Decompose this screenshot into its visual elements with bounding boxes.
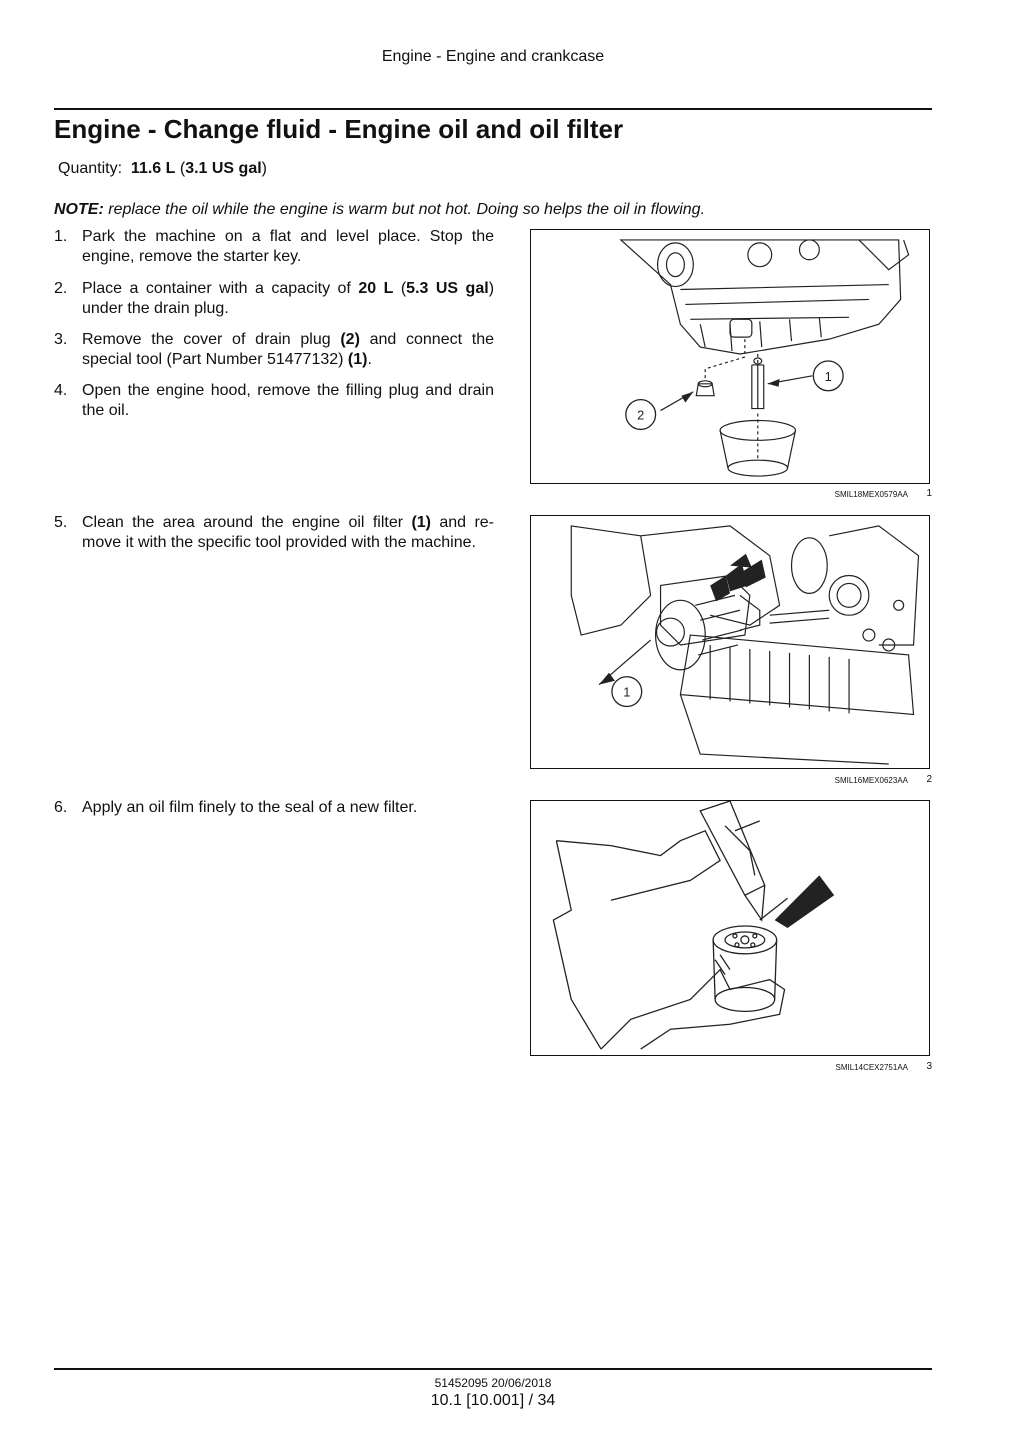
- step-number: 6.: [54, 799, 68, 816]
- figure-number: 2: [926, 774, 932, 785]
- step-ref: (1): [347, 351, 368, 368]
- figure-3-illustration: [531, 801, 929, 1055]
- step-text-part: and connect the special tool (Part Number 51477132): [82, 331, 494, 368]
- step-number: 2.: [54, 280, 68, 297]
- step-text: Place a container with a capacity of 20 L (5.3 US gal) under the drain plug.: [82, 280, 495, 317]
- step-metric: 20 L: [358, 280, 394, 297]
- figure-code: SMIL18MEX0579AA: [834, 490, 908, 499]
- step-ref: (1): [411, 514, 431, 531]
- quantity-line: Quantity: 11.6 L (3.1 US gal): [58, 160, 267, 177]
- quantity-label: Quantity:: [58, 160, 123, 177]
- note-label: NOTE:: [54, 201, 104, 218]
- quantity-imperial: 3.1 US gal: [185, 160, 262, 177]
- figure-1-drain-plug: [530, 229, 930, 484]
- quantity-metric: 11.6 L: [130, 160, 176, 177]
- figure-code: SMIL14CEX2751AA: [835, 1063, 908, 1072]
- step-3: [54, 330, 494, 370]
- callout-2: 2: [637, 407, 645, 423]
- step-text: Open the engine hood, remove the filling plug and drain the oil.: [82, 382, 494, 419]
- step-number: 1.: [54, 228, 68, 245]
- step-5: [54, 513, 494, 553]
- callout-1: 1: [824, 368, 832, 384]
- step-4: [54, 381, 494, 421]
- step-imperial: 5.3 US gal: [406, 280, 489, 297]
- figure-2-illustration: [531, 516, 929, 768]
- step-ref: (2): [340, 331, 360, 348]
- note-text: replace the oil while the engine is warm but not hot. Doing so helps the oil in flowing.: [108, 201, 706, 218]
- step-text-part: and re- move it with the specific tool provided with the machine.: [82, 514, 495, 551]
- step-number: 3.: [54, 331, 68, 348]
- note: [54, 201, 705, 219]
- step-number: 4.: [54, 382, 68, 399]
- header-rule: [54, 108, 932, 110]
- step-2: [54, 279, 494, 319]
- figure-1-illustration: [531, 230, 929, 483]
- footer-doc-id: 51452095 20/06/2018: [434, 1376, 552, 1390]
- figure-3-new-filter-seal: [530, 800, 930, 1056]
- figure-2-oil-filter: [530, 515, 930, 769]
- step-text-part: Place a container with a capacity of: [82, 280, 359, 297]
- figure-number: 1: [926, 488, 932, 499]
- step-text: [82, 330, 494, 370]
- step-text-part: under the drain plug.: [82, 300, 229, 317]
- footer-rule: [54, 1368, 932, 1370]
- step-text-part: Clean the area around the engine oil filter: [82, 514, 412, 531]
- figure-number: 3: [926, 1061, 932, 1072]
- step-6: [54, 798, 494, 818]
- step-text: Apply an oil film finely to the seal of a new filter.: [82, 799, 418, 816]
- step-number: 5.: [54, 514, 68, 531]
- step-text-part: .: [367, 351, 372, 368]
- step-1: [54, 227, 494, 267]
- footer-page-number: 10.1 [10.001] / 34: [430, 1392, 556, 1409]
- page-title: Engine - Change fluid - Engine oil and oil filter: [54, 114, 624, 144]
- running-header: Engine - Engine and crankcase: [381, 48, 605, 65]
- step-text: [82, 513, 494, 553]
- step-text: Park the machine on a flat and level place. Stop the engine, remove the starter key.: [82, 228, 494, 265]
- figure-code: SMIL16MEX0623AA: [834, 776, 908, 785]
- callout-1: 1: [623, 684, 631, 700]
- step-text-part: Remove the cover of drain plug: [82, 331, 341, 348]
